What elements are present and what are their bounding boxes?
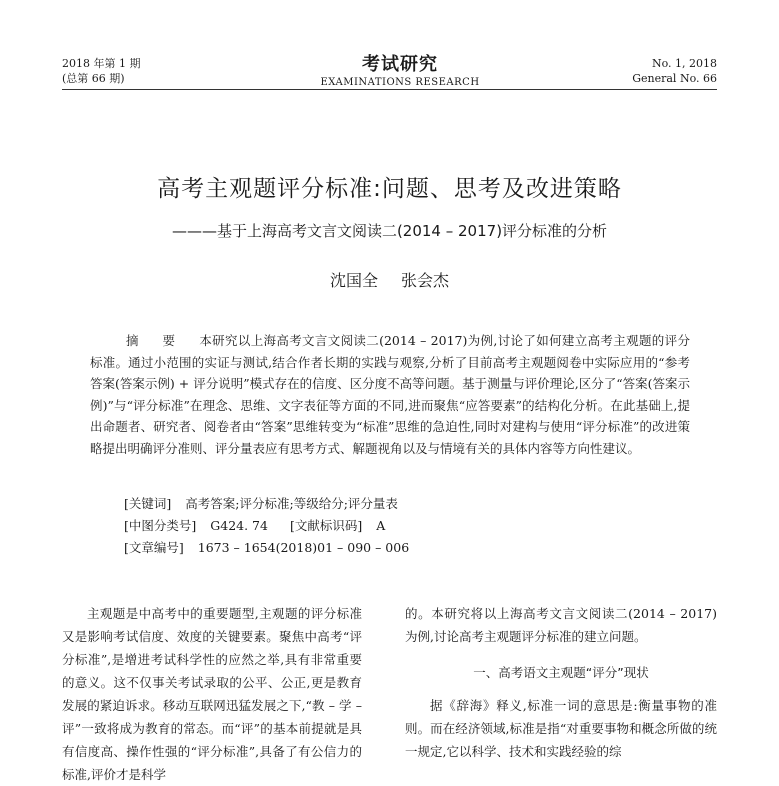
issue-total: (总第 66 期) — [62, 72, 125, 85]
issue-number-en: No. 1, 2018 — [651, 57, 717, 70]
clc-label: [中图分类号] — [124, 518, 197, 533]
keywords-label: [关键词] — [124, 496, 172, 511]
keywords-row — [124, 493, 398, 514]
issue-info — [62, 56, 140, 86]
keywords-value: 高考答案;评分标准;等级给分;评分量表 — [185, 496, 398, 511]
body-paragraph: 主观题是中高考中的重要题型,主观题的评分标准又是影响考试信度、效度的关键要素。聚焦中高考“评分标准”,是增进考试科学性的应然之举,具有非常重要的意义。这不仅事关考试录取的公平、公正,更是教育发展的紧迫诉求。移动互联网迅猛发展之下,“教 – 学 – 评”一致将成为教育的常态。而“评”的基本前提就是具有信度高、操作性强的“评分标准”,具备了有公信力的标准,评价才是科学 — [62, 606, 362, 782]
body-paragraph-continued: 的。本研究将以上海高考文言文阅读二(2014 – 2017)为例,讨论高考主观题评分标准的建立问题。 — [405, 606, 717, 644]
journal-masthead — [300, 50, 500, 88]
section-heading: 一、高考语文主观题“评分”现状 — [473, 665, 649, 680]
clc-value: G424. 74 — [210, 518, 268, 533]
abstract-text: 本研究以上海高考文言文阅读二(2014 – 2017)为例,讨论了如何建立高考主观题的评分标准。通过小范围的实证与测试,结合作者长期的实践与观察,分析了目前高考主观题阅卷中实际应用的“参考答案(答案示例) + 评分说明”模式存在的信度、区分度不高等问题。基于测量与评价理论,区分了“答案(答案示例)”与“评分标准”在理念、思维、文字表征等方面的不同,进而聚焦“应答要素”的结构化分析。在此基础上,提出命题者、研究者、阅卷者由“答案”思维转变为“标准”思维的急迫性,同时对建构与使用“评分标准”的改进策略提出明确评分准则、评分量表应有思考方式、解题视角以及与情境有关的具体内容等方向性建议。 — [90, 333, 690, 456]
article-authors: 沈国全 张会杰 — [329, 271, 450, 290]
article-subtitle: ———基于上海高考文言文阅读二(2014 – 2017)评分标准的分析 — [171, 222, 608, 240]
header-rule — [62, 89, 717, 90]
doc-code-value: A — [376, 518, 386, 533]
journal-title: 考试研究 — [362, 54, 438, 75]
general-number: General No. 66 — [632, 72, 717, 85]
article-number-row — [124, 537, 409, 558]
body-column-left — [62, 602, 362, 786]
body-column-right — [405, 602, 717, 763]
article-number-value: 1673 – 1654(2018)01 – 090 – 006 — [197, 540, 410, 555]
issue-info-en — [632, 56, 717, 86]
journal-title-en: EXAMINATIONS RESEARCH — [320, 77, 480, 88]
article-number-label: [文章编号] — [124, 540, 184, 555]
doc-code-label: [文献标识码] — [289, 518, 363, 533]
article-title: 高考主观题评分标准:问题、思考及改进策略 — [157, 176, 622, 202]
classification-row — [124, 515, 385, 536]
abstract-label: 摘 要 — [126, 333, 185, 348]
issue-number: 2018 年第 1 期 — [62, 57, 141, 70]
abstract — [90, 330, 690, 460]
body-paragraph: 据《辞海》释义,标准一词的意思是:衡量事物的准则。而在经济领域,标准是指“对重要事物和概念所做的统一规定,它以科学、技术和实践经验的综 — [405, 698, 717, 759]
